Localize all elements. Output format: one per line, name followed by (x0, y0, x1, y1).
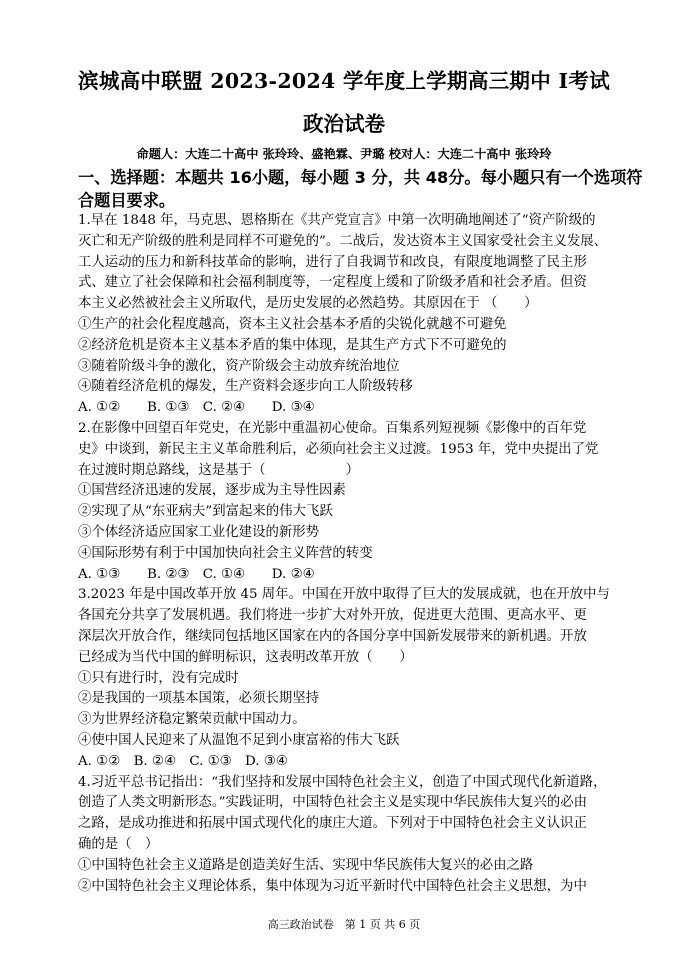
text-line: 3.2023 年是中国改革开放 45 周年。中国在开放中取得了巨大的发展成就，也在开放中与 (78, 587, 610, 603)
text-line: 创造了人类文明新形态。”实践证明，中国特色社会主义是实现中华民族伟大复兴的必由 (78, 795, 587, 811)
text-line: 工人运动的压力和新科技革命的影响，进行了自我调节和改良，有限度地调整了民主形 (78, 254, 587, 270)
section-heading-cont: 合题目要求。 (78, 191, 176, 210)
text-line: ②中国特色社会主义理论体系，集中体现为习近平新时代中国特色社会主义思想，为中 (78, 878, 587, 894)
text-line: ②是我国的一项基本国策，必须长期坚持 (78, 691, 320, 707)
section-heading: 一、选择题：本题共 16小题，每小题 3 分，共 48分。每小题只有一个选项符 (78, 168, 643, 187)
text-line: 式、建立了社会保障和社会福利制度等，一定程度上缓和了阶级矛盾和社会矛盾。但资 (78, 275, 587, 291)
text-line: ④使中国人民迎来了从温饱不足到小康富裕的伟大飞跃 (78, 733, 400, 748)
text-line: 4.习近平总书记指出：“我们坚持和发展中国特色社会主义，创造了中国式现代化新道路， (78, 774, 607, 790)
text-line: ③为世界经济稳定繁荣贡献中国动力。 (78, 712, 306, 728)
text-line: 史》中谈到，新民主主义革命胜利后，必须向社会主义过渡。1953 年，党中央提出了党 (78, 441, 599, 457)
text-line: ④随着经济危机的爆发，生产资料会逐步向工人阶级转移 (78, 379, 413, 395)
text-line: 确的是（ ） (78, 837, 159, 852)
text-line: 本主义必然被社会主义所取代，是历史发展的必然趋势。其原因在于 （ ） (78, 296, 538, 312)
page-footer: 高三政治试卷 第 1 页 共 6 页 (267, 918, 421, 931)
exam-subtitle: 政治试卷 (303, 112, 385, 136)
text-line: ④国际形势有利于中国加快向社会主义阵营的转变 (78, 545, 373, 561)
text-line: ①国营经济迅速的发展，逐步成为主导性因素 (78, 483, 346, 499)
text-line: ②经济危机是资本主义基本矛盾的集中体现，是其生产方式下不可避免的 (78, 337, 507, 353)
text-line: 2.在影像中回望百年党史，在光影中重温初心使命。百集系列短视频《影像中的百年党 (78, 421, 587, 436)
text-line: ②实现了从“东亚病夫”到富起来的伟大飞跃 (78, 504, 333, 520)
text-line: 1.早在 1848 年，马克思、恩格斯在《共产党宣言》中第一次明确地阐述了“资产阶级的 (78, 213, 596, 228)
authors-line: 命题人：大连二十高中 张玲玲、盛艳霖、尹璐 校对人：大连二十高中 张玲玲 (136, 147, 552, 161)
text-line: A. ①② B. ②④ C. ①③ D. ③④ (78, 753, 288, 769)
text-line: 灭亡和无产阶级的胜利是同样不可避免的”。二战后，发达资本主义国家受社会主义发展、 (78, 233, 608, 249)
text-line: 各国充分共享了发展机遇。我们将进一步扩大对外开放，促进更大范围、更高水平、更 (78, 608, 587, 624)
text-line: A. ①③ B. ②③ C. ①④ D. ②④ (78, 566, 315, 582)
text-line: ③随着阶级斗争的激化，资产阶级会主动放弃统治地位 (78, 358, 400, 374)
text-line: ①只有进行时，没有完成时 (78, 670, 239, 686)
text-line: 之路，是成功推进和拓展中国式现代化的康庄大道。下列对于中国特色社会主义认识正 (78, 816, 587, 832)
exam-title: 滨城高中联盟 2023-2024 学年度上学期高三期中 Ⅰ考试 (78, 69, 610, 93)
text-line: ①中国特色社会主义道路是创造美好生活、实现中华民族伟大复兴的必由之路 (78, 857, 534, 873)
text-line: 深层次开放合作，继续同包括地区国家在内的各国分享中国新发展带来的新机遇。开放 (78, 629, 587, 644)
text-line: 在过渡时期总路线，这是基于（ ） (78, 462, 360, 478)
text-line: ①生产的社会化程度越高，资本主义社会基本矛盾的尖锐化就越不可避免 (78, 317, 507, 332)
text-line: 已经成为当代中国的鲜明标识，这表明改革开放（ ） (78, 649, 413, 665)
text-line: ③个体经济适应国家工业化建设的新形势 (78, 525, 320, 540)
text-line: A. ①② B. ①③ C. ②④ D. ③④ (78, 400, 315, 416)
